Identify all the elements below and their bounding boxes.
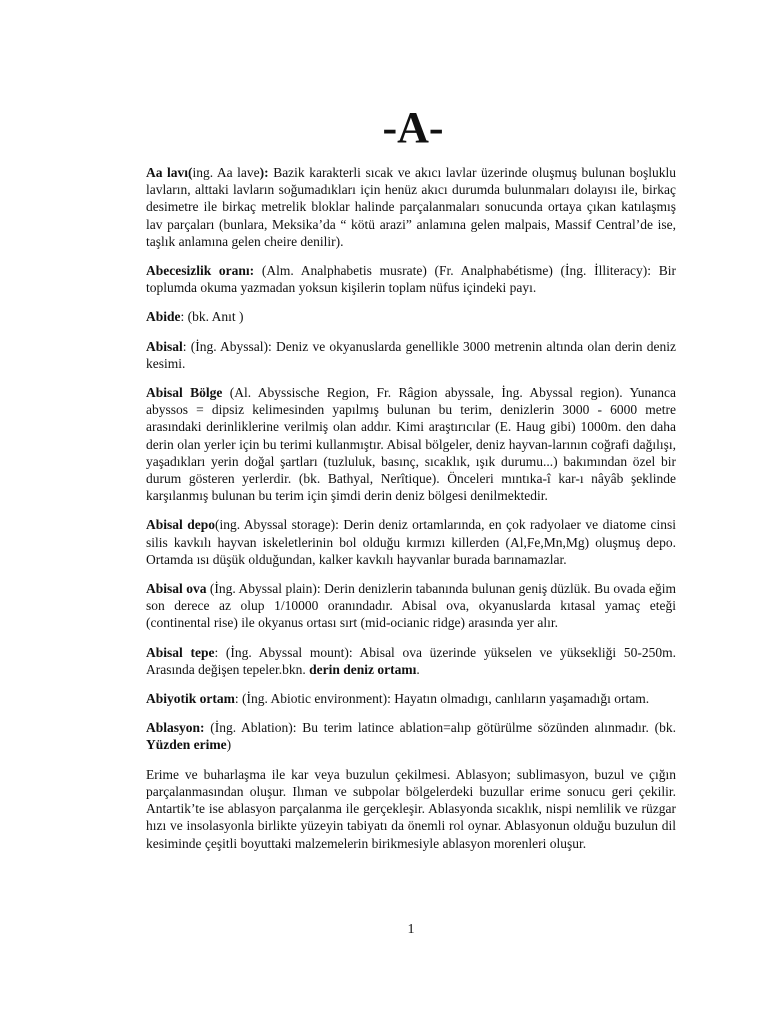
entry-aa-lavi xyxy=(146,164,676,250)
entry-term: Abisal tepe xyxy=(146,644,215,660)
entry-term: Abisal xyxy=(146,338,183,354)
page-heading: -A- xyxy=(382,103,444,152)
page-number: 1 xyxy=(407,922,415,937)
entry-ablasyon xyxy=(146,719,676,753)
entry-abecesizlik-orani xyxy=(146,262,676,296)
entry-term: Abisal depo xyxy=(146,517,215,533)
entry-text-rest: ) xyxy=(226,737,232,753)
entry-text: (Alm. Analphabetis musrate) (Fr. Analphabétisme) (İng. İlliteracy): Bir toplumda okuma yazmadan yoksun kişilerin toplam nüfus içindeki payı. xyxy=(146,263,676,296)
entry-text: ing. Aa lave xyxy=(192,165,260,180)
entry-abiyotik-ortam xyxy=(146,690,676,707)
entry-abisal-ova xyxy=(146,580,676,632)
entry-term: Aa lavı( xyxy=(146,165,193,180)
entry-abisal-depo xyxy=(146,516,676,568)
entry-text: (ing. Abyssal storage): Derin deniz ortamlarında, en çok radyolaer ve diatome cinsi silis kavkılı hayvan iskeletlerinin bol olduğu kırmızı killerden (Al,Fe,Mn,Mg) oluşmuş depo. Ortamda ısı düşük olduğundan, kalker kavkılı hayvanlar burada barınamazlar. xyxy=(146,517,676,567)
entry-text: (İng. Abyssal plain): Derin denizlerin tabanında bulunan geniş düzlük. Bu ovada eğim son derece az olup 1/10000 oranındadır. Abisal ova, okyanuslarda kıtasal yamaç eteği (continental rise) ile okyanus ortası sırt (mid-ocianic ridge) arasında yer alır. xyxy=(146,581,677,631)
entry-term: Abisal Bölge xyxy=(146,385,223,401)
entry-term: Abisal ova xyxy=(146,581,207,597)
glossary-content xyxy=(146,164,676,864)
entry-term-close: ): xyxy=(259,165,269,180)
entry-ablasyon-description xyxy=(146,766,676,852)
entry-term: Abide xyxy=(146,309,181,325)
entry-text-rest: . xyxy=(416,661,420,677)
entry-abisal xyxy=(146,338,676,372)
entry-text: Erime ve buharlaşma ile kar veya buzulun çekilmesi. Ablasyon; sublimasyon, buzul ve çığın parçalanmasından oluşur. Ilıman ve subpolar bölgelerdeki buzullar erime sonucu geri çekilir. Antartik’te ise ablasyon parçalanma ile gerçekleşir. Ablasyonda sıcaklık, nispi nemlilik ve rüzgar hızı ve insolasyonla birlikte yüzeyin tabiyatı da önemli rol oynar. Ablasyonun olduğu buzulun dil kesiminde çeşitli boyuttaki malzemelerin birikmesiyle ablasyon morenleri oluşur. xyxy=(146,766,676,851)
entry-text: (Al. Abyssische Region, Fr. Râgion abyssale, İng. Abyssal region). Yunanca abyssos = dipsiz kelimesinden yapılmış bulunan bu terim, denizlerin 3000 - 6000 metre arasındaki derinliklerine verilmiş olan addır. Kimi araştırıcılar (E. Haug gibi) 1000m. den daha derin olan yerler için bu terimi kullanmıştır. Abisal bölgeler, deniz hayvan-larının coğrafi dağılışı, yaşadıkları yerin doğal şartları (tuzluluk, basınç, sıcaklık, ışık durumu...) bakımından özel bir durum gösteren yerlerdir. (bk. Bathyal, Nerîtique). Önceleri mıntıka-î kar-ı nâyâb şeklinde karşılanmış bulunan bu terim için şimdi derin deniz bölgesi denilmektedir. xyxy=(146,385,676,504)
entry-term: Abiyotik ortam xyxy=(146,691,235,707)
entry-text: (İng. Ablation): Bu terim latince ablation=alıp götürülme sözünden alınmadır. (bk. xyxy=(204,720,676,736)
entry-cross-reference: derin deniz ortamı xyxy=(309,661,417,677)
entry-text-rest: Bazik karakterli sıcak ve akıcı lavlar üzerinde oluşmuş bulunan boşluklu lavların, alttaki lavların soğumadıkları için henüz akıcı durumda bulunmaları dolayısı ile, birkaç desimetre ile birkaç metrelik bloklar halinde parçalanmaları sonucunda ortaya çıkan katılaşmış lav parçaları (bunlara, Meksika’da “ kötü arazi” anlamına gelen malpais, Massif Central’de ise, taşlık anlamına gelen cheire denilir). xyxy=(146,165,676,249)
entry-abide xyxy=(146,308,676,325)
entry-term: Abecesizlik oranı: xyxy=(146,263,255,279)
entry-abisal-tepe xyxy=(146,644,676,678)
entry-cross-reference: Yüzden erime xyxy=(146,737,227,753)
entry-text: : (İng. Abiotic environment): Hayatın olmadıgı, canlıların yaşamadığı ortam. xyxy=(234,691,650,707)
entry-abisal-bolge xyxy=(146,384,676,504)
entry-term: Ablasyon: xyxy=(146,720,205,736)
entry-text: : (İng. Abyssal mount): Abisal ova üzerinde yükselen ve yüksekliği 50-250m. Arasında değişen tepeler.bkn. xyxy=(146,644,676,677)
entry-text: : (bk. Anıt ) xyxy=(180,309,244,325)
entry-text: : (İng. Abyssal): Deniz ve okyanuslarda genellikle 3000 metrenin altında olan derin deniz kesimi. xyxy=(146,338,676,371)
